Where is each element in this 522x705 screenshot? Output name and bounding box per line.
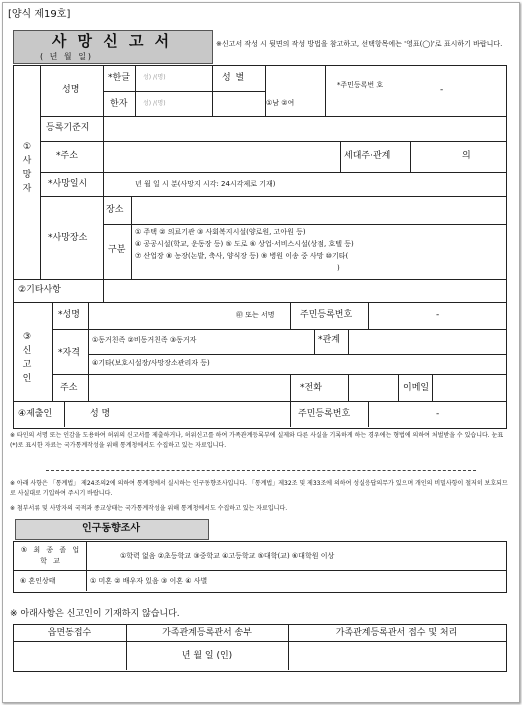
death-place-label: *사망장소 — [48, 233, 88, 243]
survey-table — [13, 541, 507, 593]
place-label: 장소 — [106, 205, 124, 215]
education-label: ⑤ 최 종 졸 업 학 교 — [20, 546, 82, 565]
reporter-rrn-value[interactable]: - — [436, 310, 440, 320]
place-type-line-3[interactable]: ⑦ 산업장 ⑧ 농장(논밭, 축사, 양식장 등) ⑨ 병원 이송 중 사망 ⑩기타( — [135, 252, 349, 260]
office-date-seal: 년 월 일 (인) — [181, 651, 233, 661]
relation-label: *관계 — [318, 335, 340, 345]
death-time-label: *사망일시 — [48, 179, 88, 189]
note-attachments: ※ 첨부서류 및 사망자의 국적과 종교상태는 국가통계작성을 위해 통계청에서도 수집하고 있는 자료입니다. — [10, 505, 288, 512]
note-survey: ※ 아래 사항은 「통계법」 제24조의2에 의하여 통계청에서 실시하는 인구동향조사입니다. 「통계법」제32조 및 제33조에 의하여 성실응답의무가 있으며 개인의 비밀사항이 철저히 보호되므로 사실대로 기입하여 주시기 바랍니다. — [10, 480, 508, 497]
address-label: *주소 — [56, 151, 78, 161]
deceased-section-label: ①사망자 — [22, 142, 32, 194]
marital-options[interactable]: ① 미혼 ② 배우자 있음 ③ 이혼 ④ 사별 — [90, 577, 208, 585]
gender-label: 성 별 — [222, 73, 246, 83]
place-type-close: ) — [337, 264, 340, 272]
email-label: 이메일 — [403, 383, 430, 393]
other-label: ②기타사항 — [18, 285, 61, 295]
office-col1: 읍면동접수 — [47, 628, 92, 638]
submitter-rrn-label: 주민등록번호 — [298, 409, 351, 419]
submitter-label: ④제출인 — [18, 409, 53, 419]
form-label: [양식 제19호] — [8, 9, 71, 20]
hanja-label: 한자 — [110, 99, 128, 109]
rrn-label: *주민등록번 호 — [336, 81, 384, 89]
hanja-hint: 성) /(명) — [143, 100, 166, 107]
marital-label: ⑥ 혼인상태 — [20, 577, 56, 585]
hangul-hint: 성) /(명) — [143, 74, 166, 81]
name-label: 성명 — [62, 85, 80, 95]
household-label: 세대주·관계 — [344, 151, 391, 161]
submitter-name-label: 성 명 — [90, 409, 111, 419]
death-time-value[interactable]: 년 월 일 시 분(사망지 시각: 24시각제로 기재) — [135, 180, 276, 188]
place-type-line-2[interactable]: ④ 공공시설(학교, 운동장 등) ⑤ 도로 ⑥ 상업·서비스시설(상점, 호텔 등) — [135, 240, 354, 248]
submitter-rrn-value[interactable]: - — [436, 409, 440, 419]
qualification-label: *자격 — [58, 348, 80, 358]
education-options[interactable]: ①학력 없음 ②초등학교 ③중학교 ④고등학교 ⑤대학(교) ⑥대학원 이상 — [120, 552, 335, 560]
phone-label: *전화 — [300, 383, 322, 393]
household-suffix: 의 — [462, 151, 471, 161]
instruction-text: ※신고서 작성 시 뒷면의 작성 방법을 참고하고, 선택항목에는 '영표(◯)'로 표시하기 바랍니다. — [216, 40, 503, 48]
reporter-rrn-label: 주민등록번호 — [300, 310, 353, 320]
reporter-name-label: *성명 — [58, 310, 80, 320]
qualification-other[interactable]: ④기타(보호시설장/사망장소관리자 등) — [92, 359, 210, 367]
form-title: 사 망 신 고 서 — [51, 32, 173, 50]
gender-options[interactable]: ①남 ②여 — [266, 99, 295, 107]
hangul-label: *한글 — [108, 73, 130, 83]
place-type-line-1[interactable]: ① 주택 ② 의료기관 ③ 사회복지시설(양로원, 고아원 등) — [135, 228, 306, 236]
report-date: ( 년 월 일) — [40, 52, 94, 61]
office-col3: 가족관계등록관서 접수 및 처리 — [335, 628, 458, 638]
rrn-value[interactable]: - — [440, 85, 444, 95]
reporter-section-label: ③신고인 — [22, 332, 32, 384]
type-label: 구분 — [108, 245, 126, 255]
note-fraud: ※ 타인의 서명 또는 인감을 도용하여 허위의 신고서를 제출하거나, 허위신고를 하여 가족관계등록부에 실제와 다른 사실을 기록하게 하는 경우에는 형법에 의하여 처벌받을 수 있습니다. 눈표(*)로 표시한 자료는 국가통계작성을 위해 통계청에서도 수집하고 있는 자료입니다. — [10, 432, 504, 449]
qualification-options[interactable]: ①동거친족 ②비동거친족 ③동거자 — [92, 336, 197, 344]
office-col2: 가족관계등록관서 송부 — [162, 628, 252, 638]
seal-hint: ㊞ 또는 서명 — [236, 311, 275, 319]
reporter-address-label: 주소 — [60, 383, 78, 393]
registry-label: 등록기준지 — [46, 123, 90, 133]
survey-title: 인구동향조사 — [82, 523, 140, 534]
office-note: ※ 아래사항은 신고인이 기재하지 않습니다. — [10, 609, 180, 619]
